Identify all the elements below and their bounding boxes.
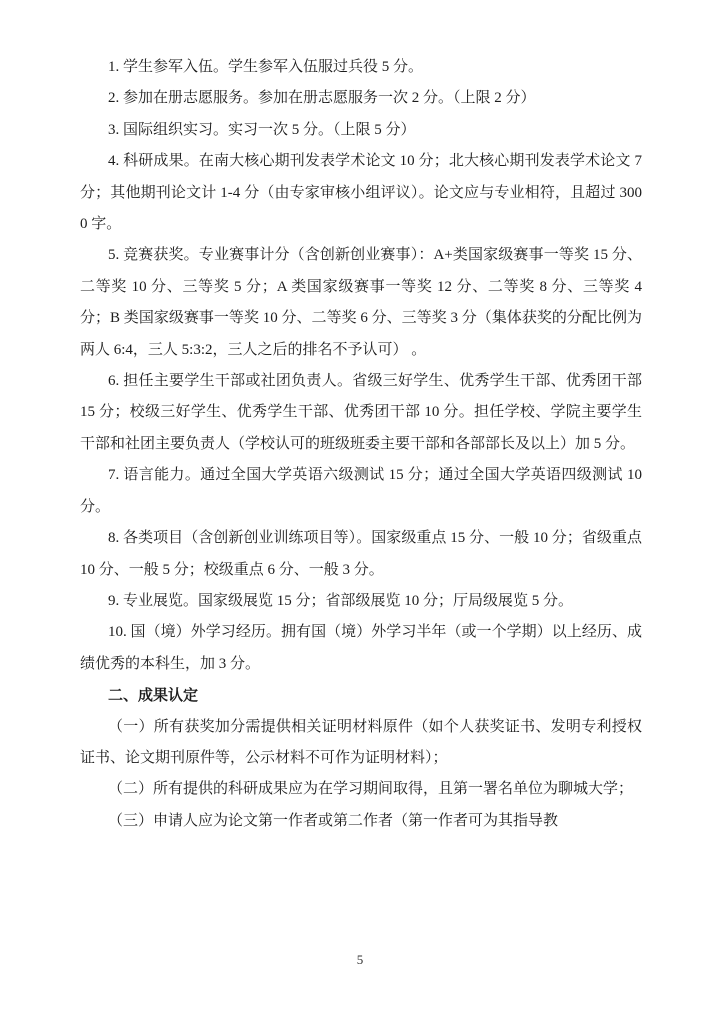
scoring-item-7: 7. 语言能力。通过全国大学英语六级测试 15 分；通过全国大学英语四级测试 10 分。 xyxy=(80,467,642,515)
scoring-item-3: 3. 国际组织实习。实习一次 5 分。（上限 5 分） xyxy=(108,121,416,138)
recognition-item-3: （三）申请人应为论文第一作者或第二作者（第一作者可为其指导教 xyxy=(108,812,559,829)
scoring-item-8: 8. 各类项目（含创新创业训练项目等）。国家级重点 15 分、一般 10 分；省级重点 10 分、一般 5 分；校级重点 6 分、一般 3 分。 xyxy=(80,530,642,578)
scoring-item-9: 9. 专业展览。国家级展览 15 分；省部级展览 10 分；厅局级展览 5 分。 xyxy=(108,592,574,609)
scoring-item-4: 4. 科研成果。在南大核心期刊发表学术论文 10 分；北大核心期刊发表学术论文 7 分；其他期刊论文计 1-4 分（由专家审核小组评议）。论文应与专业相符，且超过 3000 字。 xyxy=(80,153,642,233)
document-body xyxy=(80,52,642,837)
scoring-item-5: 5. 竞赛获奖。专业赛事计分（含创新创业赛事）：A+类国家级赛事一等奖 15 分、二等奖 10 分、三等奖 5 分；A 类国家级赛事一等奖 12 分、二等奖 8 分、三等奖 4 分；B 类国家级赛事一等奖 10 分、二等奖 6 分、三等奖 3 分（集体获奖的分配比例为两人 6:4，三人 5:3:2，三人之后的排名不予认可） 。 xyxy=(80,247,642,358)
scoring-item-2: 2. 参加在册志愿服务。参加在册志愿服务一次 2 分。（上限 2 分） xyxy=(108,90,536,107)
scoring-item-6: 6. 担任主要学生干部或社团负责人。省级三好学生、优秀学生干部、优秀团干部 15 分；校级三好学生、优秀学生干部、优秀团干部 10 分。担任学校、学院主要学生干部和社团主要负责人（学校认可的班级班委主要干部和各部部长及以上）加 5 分。 xyxy=(80,373,642,452)
scoring-item-1: 1. 学生参军入伍。学生参军入伍服过兵役 5 分。 xyxy=(108,59,424,75)
recognition-item-1: （一）所有获奖加分需提供相关证明材料原件（如个人获奖证书、发明专利授权证书、论文期刊原件等，公示材料不可作为证明材料）； xyxy=(80,718,642,766)
recognition-item-2: （二）所有提供的科研成果应为在学习期间取得，且第一署名单位为聊城大学； xyxy=(108,781,634,798)
scoring-item-10: 10. 国（境）外学习经历。拥有国（境）外学习半年（或一个学期）以上经历、成绩优秀的本科生，加 3 分。 xyxy=(80,624,642,672)
page-number: 5 xyxy=(356,952,364,967)
section-heading: 二、成果认定 xyxy=(108,687,199,705)
